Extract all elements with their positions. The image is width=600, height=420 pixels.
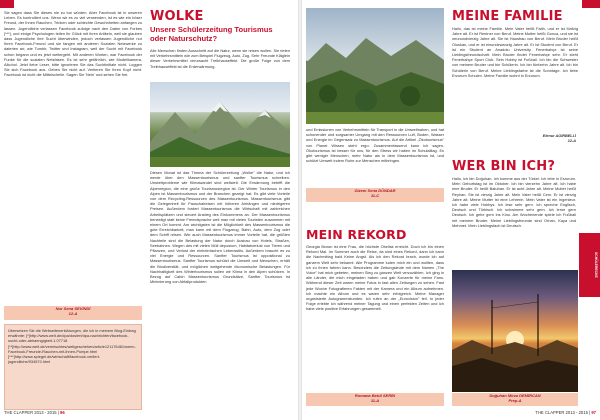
author-class: 11-A bbox=[370, 398, 380, 403]
forest-graphic bbox=[306, 8, 444, 124]
footer-magazine: THE CLAPPER 2013 - 2015 | bbox=[4, 410, 59, 415]
rekord-title: MEIN REKORD bbox=[306, 227, 407, 242]
author-name: Elenur AGIRBELLİ bbox=[542, 134, 576, 138]
wolke-subtitle: Unsere Schülerzeitung Tourismus oder Naturschutz? bbox=[150, 25, 273, 43]
author-class: 12-A bbox=[68, 311, 78, 316]
author-name: Romana Betül SERİN bbox=[354, 393, 396, 398]
left-page bbox=[0, 0, 298, 420]
author-caption bbox=[452, 393, 578, 406]
sunset-photo bbox=[452, 270, 578, 392]
wer-bin-ich-text: Hallo, ich bin Doğuhan. Ich komme aus der Türkei. Ich lebe in Erzurum. Mein Geburtstag ist im Oktober. Ich bin vierzehn Jahre alt. Ich habe eine Bruder. Er heißt Batuhan. Er ist acht Jahre alt. Meine Mutter heißt Reyhan. Sie ist vierzig Jahre alt. Mein Vater heißt Cem. Er ist vierzig Jahre alt. Meine Mutter ist eine Lehrerin. Mein Vater ist ein Ingenieur. Ich habe viele Hobbys. Ich lese sehr gern. Ich spreche Englisch, Deutsch und Türkisch. Ich schwimme sehr gern. Ich lerne gern Deutsch. Ich gehe gern ins Kino. Am Wochenende spiele ich Fußball mit meinem Bruder. Meine Lieblingsfreunde sind Orhan, Kaya und Mehmet. Mein Lieblingsfach ist Deutsch. bbox=[452, 176, 576, 228]
mountain-landscape-photo bbox=[150, 82, 290, 167]
wolke-title: WOLKE bbox=[150, 9, 204, 24]
footer-magazine: THE CLAPPER 2013 - 2015 | bbox=[535, 410, 591, 415]
author-name: Doğuhan Mirza DEMİRCAN bbox=[489, 393, 541, 398]
mountain-graphic bbox=[150, 82, 290, 167]
article-facebook-text: Sie sagen dass Sie dieses nie zu tun würden. Aber Facebook ist in unseren Leben. Es kontrolliert uns. Wenn wir es zu viel verwenden, ist es wie ein böser Freund, der Ihnen Rauchen, Trinken oder schlechte Gewohnheiten anfangen zu lassen. Jugendliche verlassen Facebook zufolge nach den Daten von Forbes [***], und einige Psychologen teilen Ihr Glück mit ihren Artikeln, weil sie glauben dass Jugendliche ihre Sucht überwinden, jedoch verlassen Jugendliche nur Ihren Facebook-Freund und sie fangen mit anderen Sozialen Netzwerke zu daterien an; wie Tumblr, Twitter und Instagram, weil der Sucht mit Facebook schon begann und es jetzt weitergeht. Mit anderen Worten, war Facebook der Funke für die sozialen Netzfasen. Es ist sehr gefährlich, wie Modellkamera, Alkohol. Jetzt liebe Leser, bitte ignorieren Sie das Suchtinitiale nicht. Loggen Sie sich Facebook aus. Geben Sie nicht auf. Verlieren Sie Ihren Kopf nicht. Facebook ist nicht die Mittelschelle. Sagen Sie 'Nein' und sehen Sie frei. bbox=[4, 10, 142, 78]
wolke-intro: Alle Menschen finden Ausschnitt auf die Natur, wenn sie reisen wollen. Sie rieten mit Verkehrsmitteln wie zum Beispiel Flugzeug, Auto, Zug. Sehr Freunde Kläglein dieser Verkehrsmittel verursacht Treibhauseffekt. Die große Folge von dem Treibhauseffekt ist die Erderwärmung. bbox=[150, 48, 290, 69]
page-number: 97 bbox=[591, 410, 596, 415]
wolke-body: Diesen Monat ist das Thema der Schülerzeitung „Wolke" die Natur, und ich werde über den Massentourismus und sanfter Tourismus schreiben. Umweltprobleme wie Klimawandel sind weltweit. Die Erwärmung betrifft die Alpenregion, die eine große Tourismusregion ist. Der Winter Tourismus in den Alpen ist Massentourismus und der Branchen gezeigt hat. Es gibt viele Vorteile von dem Recycling-Ressourcen des Massentourismus. Massentourismus gibt die Gelegenheit für Pauschalreisen mit höheren Anhängen und niedrigeren Preisen. Außerdem fordert Massentourismus die Wirtschaft mit zahlreichen Arbeitsplätzen und steuert Anstieg des Einkommens an. Der Massentourismus beneidigt statt keine Fremdsprache weil man mit vielen Touristen zusammen mit einem Ort kommt. Am wichtigsten ist die Möglichkeit des Massentourismus die gute Erreichbarkeit, man kann mit dem Flugzeug, Bahn, Auto, dem Zug oder dem Schiff reisen. Wie auch Massentourismus immer Vorteile hat, die größten Nachteile sind die Belastung der Natur durch Ausbau von Hotels, Straßen, Seebahnen. Wegen des mit vielen Müll deposium, Habitatverlust von Tieren und Pflanzen, und Verlust der einheimischen Lebensstils. Außerdem braucht es zu viel Energie und Ressourcen. Sanfter Tourismus ist oppositional zu Massentourismus. Sanfter Tourismus schützt die Umwelt und Menschen, erhält die Biodiversität, und möglichen weitgehende ökonomische Belastungen. Für Nachhaltigkeit des Wintertourismus sollen wir Klima in den Alpen schützen. In Bezug auf Cabin Massentourismus Grundsätze, Sanfter Tourismus ist Minimierung von Abfallprodukten bbox=[150, 170, 290, 285]
sources-box: Übersetzen Sie die Webseitenerklärungen, die ich in meinem Blog-Eintrag erwähnte: [*]http://www.welt.de/dpa/dosiert/dpa-nachrichten/facebook-sucht-oder-abhaengigkeit-1.07718 [**]http://www.welt.de/vermischtes/weltgeschehen/article121176461/wenn-Facebook-Freunde-Rauchen-mit-ihnen-Pumpe.html [***]http://www.spiegel.de/wirtschaft/facebook-verliert-jugendliche/934570.html bbox=[4, 324, 142, 410]
right-page bbox=[302, 0, 600, 420]
left-footer bbox=[4, 410, 65, 416]
familie-title: MEINE FAMILIE bbox=[452, 9, 563, 24]
nature-photo bbox=[306, 8, 444, 124]
right-footer bbox=[535, 410, 596, 416]
author-name: Nur Sena SEVİNDİ bbox=[55, 306, 91, 311]
rekord-text: Georgia Brown ist eine Frau, die höchste Obelisk erreicht. Doch ich bin einen Rekord Mal. Im Sommer auch die Reise, da sind eines Rekord, dann ich kann die Nachmittag bald Keine Angst. Als ich den Rekord brach, wurde ich auf ganzem Welt sehr bekannt. Alle Programme luden mich ein und wollten, dass ich zu ihnen fahren kann. Besonders die Zeitungsleute mit dem Namen „The Voice" hat mich gebeten, meinen Sieg zu ganzen Welt verzuzählen. Ich ging in alle Länder, die mich eingeladen haben und gab Konzerte für meine Fans. Während dieser Zeit waren meine Fotos in fast allen Zeitungen zu sehen. Fast jede Woche Fotografieren Fakten mit der Kamera und ein Album aufnehmen. Ich machte ein Album und es waren sehr erfolgreich. Meine Manager organisierte Autogrammstunden. Ich rufen an der „Eurovision" teil. In jeder Folge erlebte ich während meiner Tagung und einen perfekten Zeiten und ich habe viele positive Erfahrungen gesammelt. bbox=[306, 244, 444, 312]
author-caption bbox=[306, 393, 444, 406]
section-tab: SCHÜLERECKE bbox=[579, 233, 600, 297]
author-caption bbox=[306, 188, 444, 202]
familie-author bbox=[452, 134, 576, 144]
author-class: Prep-A bbox=[508, 398, 522, 403]
sunset-graphic bbox=[452, 270, 578, 392]
author-class: 11-C bbox=[370, 193, 380, 198]
masthead-bar bbox=[582, 0, 600, 8]
author-caption bbox=[4, 306, 142, 320]
author-name: Gizem Sena DÜNDAR bbox=[354, 188, 396, 193]
page-number: 96 bbox=[60, 410, 65, 415]
wolke-continued-text: und Emissionen von Verkehrsmitteln für Transport in die Umweltnahen, und hat schonender und sorgsamer Umgang mit den Ressourcen Luft, Boden, Wasser und Energie im Gegensatz zu Massentourismus. Auf die Artikel „Ökotourismus" von Planet Wissen steht ergo: Zusammenfassend kann ich sagen, Ökotourismus ist besser für uns, für den Stress wir haben im Schulalltag. Es gibt weniger Menschen, mehr Natur als in dem Massentourismus ist, und schützt Umwelt indem Ruhe zur Menschen mitbringen. bbox=[306, 127, 444, 164]
wer-bin-ich-title: WER BIN ICH? bbox=[452, 159, 556, 174]
author-class: 12-A bbox=[567, 139, 576, 143]
familie-text: Hallo, das ist meine Familie. Mein Vater heißt Fatih, und er ist fünfzig Jahre alt. Er ist Rentner von Beruf. Meine Mutter heißt Gonca, und sie ist neunundvierzig Jahre alt. Sie ist Hausfrau von Beruf. Mein Bruder heißt Oluskan, und er ist einundzwanzig Jahre alt. Er ist Student von Beruf. Er ist ein Student an Anadolu University. Fenerbahçe ist seine Lieblingsfreundschaft. Mein Bruder findet Fenerbahçe sehr. Er steht Fenerbahçe Sport Club. Sein Hobby ist Fußball. Ich bin die Schwester von meinem Bruder und bin Schülerin. Ich bin fünfzehn Jahre alt. Ich bin Schülerin von Beruf. Meine Lieblingsfarbe ist die Sonntage. Ich liebe Erzurum Schulen. Meine Familie wohnt in Erzurum. bbox=[452, 26, 578, 78]
masthead-bar bbox=[0, 0, 14, 8]
